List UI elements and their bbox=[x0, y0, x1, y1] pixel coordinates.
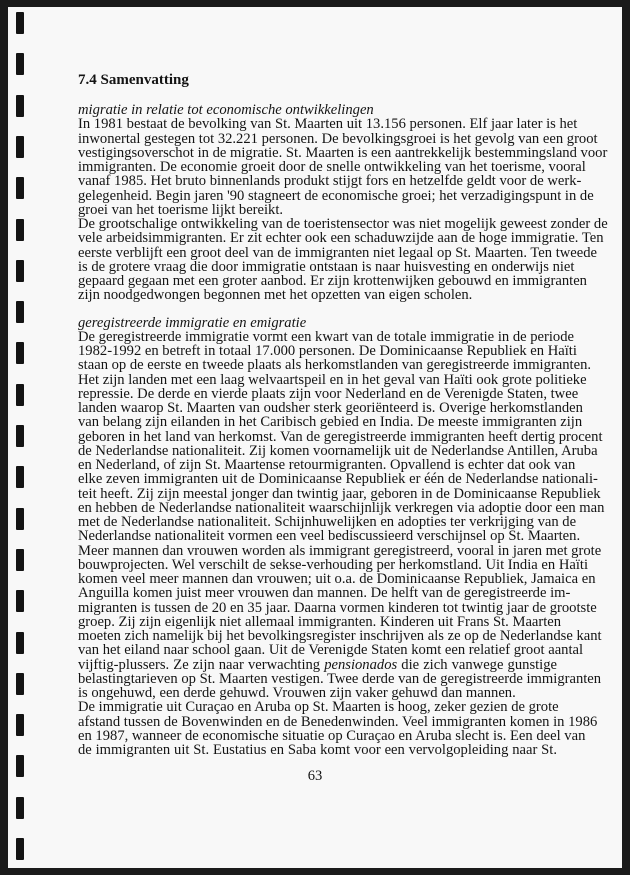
text-line: is de grotere vraag die door immigratie ontstaan is naar huisvesting en onderwijs niet bbox=[78, 258, 575, 275]
binding-hole-mark bbox=[16, 508, 24, 530]
text-line: groep. Zij zijn eigenlijk niet allemaal immigranten. Kinderen uit Frans St. Maarten bbox=[78, 613, 562, 630]
text-line: en hebben de Nederlandse nationaliteit waarschijnlijk verkregen via adoptie door een man bbox=[78, 499, 605, 516]
text-line: bouwprojecten. Wel verschilt de sekse-verhouding per herkomstland. Uit India en Haïti bbox=[78, 556, 589, 573]
text-line: migranten is tussen de 20 en 35 jaar. Daarna vormen kinderen tot twintig jaar de grootste bbox=[78, 599, 597, 616]
text-line: is ongehuwd, een derde gehuwd. Vrouwen zijn vaker gehuwd dan mannen. bbox=[78, 685, 516, 701]
italic-term: pensionados bbox=[324, 656, 398, 673]
text-line: en 1987, wanneer de economische situatie op Curaçao en Aruba slecht is. Een deel van bbox=[78, 727, 586, 744]
text-line: van belang zijn eilanden in het Caribisch gebied en India. De meeste immigranten zijn bbox=[78, 414, 583, 431]
text-line: de Nederlandse nationaliteit. Zij komen voornamelijk uit de Nederlandse Antillen, Aruba bbox=[78, 442, 598, 459]
text-line: met de Nederlandse nationaliteit. Schijnhuwelijken en adopties ter verkrijging van de bbox=[78, 514, 577, 530]
binding-hole-mark bbox=[16, 425, 24, 447]
text-line: vanaf 1985. Het bruto binnenlands produkt stijgt fors en hetzelfde geldt voor de werk- bbox=[78, 173, 582, 190]
subheading-registered-immigration: geregistreerde immigratie en emigratie bbox=[78, 314, 307, 331]
text-line: inwonertal gestegen tot 32.221 personen. De bevolkingsgroei is het gevolg van een groot bbox=[78, 130, 598, 147]
binding-hole-mark bbox=[16, 838, 24, 860]
binding-hole-mark bbox=[16, 12, 24, 34]
text-line: Nederlandse nationaliteit vormen een veel bediscussieerd verschijnsel op St. Maarten. bbox=[78, 528, 581, 545]
binding-hole-mark bbox=[16, 714, 24, 736]
text-line: De grootschalige ontwikkeling van de toeristensector was niet mogelijk geweest zonder de bbox=[78, 216, 608, 232]
binding-hole-mark bbox=[16, 95, 24, 117]
binding-holes bbox=[16, 12, 25, 862]
binding-hole-mark bbox=[16, 342, 24, 364]
binding-hole-mark bbox=[16, 590, 24, 612]
text-line: komen veel meer mannen dan vrouwen; uit o.a. de Dominicaanse Republiek, Jamaica en bbox=[78, 571, 596, 587]
text-line: 1982-1992 en betreft in totaal 17.000 personen. De Dominicaanse Republiek en Haïti bbox=[78, 343, 577, 359]
text-line: eerste verblijft een groot deel van de immigranten niet legaal op St. Maarten. Ten tweede bbox=[78, 244, 598, 261]
binding-hole-mark bbox=[16, 301, 24, 323]
text-line: zijn noodgedwongen begonnen met het opzetten van eigen scholen. bbox=[78, 287, 473, 304]
text-line: Anguilla komen juist meer vrouwen dan mannen. De helft van de geregistreerde im- bbox=[78, 585, 571, 602]
binding-hole-mark bbox=[16, 549, 24, 571]
text-line: De geregistreerde immigratie vormt een kwart van de totale immigratie in de periode bbox=[78, 328, 574, 345]
text-line: groei van het toerisme lijkt bereikt. bbox=[78, 201, 284, 218]
text-line: afstand tussen de Bovenwinden en de Benedenwinden. Veel immigranten komen in 1986 bbox=[78, 713, 598, 730]
section-migration-economy bbox=[78, 102, 608, 304]
text-line: van het eiland naar school gaan. Uit de Verenigde Staten komt een relatief groot aantal bbox=[78, 642, 584, 659]
section-registered-immigration bbox=[78, 314, 605, 758]
text-line: staan op de eerste en tweede plaats als herkomstlanden van geregistreerde immigranten. bbox=[78, 357, 592, 374]
paragraph bbox=[78, 216, 608, 304]
paragraph bbox=[78, 116, 608, 218]
text-line: vestigingsoverschot in de migratie. St. Maarten is een aantrekkelijk bestemmingsland voor bbox=[78, 144, 608, 161]
page-content bbox=[78, 72, 608, 758]
text-line: geboren in het land van herkomst. Van de geregistreerde immigranten heeft dertig procent bbox=[78, 428, 603, 445]
binding-hole-mark bbox=[16, 466, 24, 488]
text-line: de immigranten uit St. Eustatius en Saba komt voor een vervolgopleiding naar St. bbox=[78, 742, 557, 758]
text-line: repressie. De derde en vierde plaats zijn voor Nederland en de Verenigde Staten, twee bbox=[78, 385, 579, 402]
binding-hole-mark bbox=[16, 632, 24, 654]
binding-hole-mark bbox=[16, 384, 24, 406]
section-gap bbox=[78, 303, 557, 316]
paragraph bbox=[78, 542, 602, 701]
binding-hole-mark bbox=[16, 260, 24, 282]
text-line: gelegenheid. Begin jaren '90 stagneert de economische groei; het verzadigingspunt in de bbox=[78, 187, 594, 204]
text-line: en Nederland, of zijn St. Maartense retourmigranten. Opvallend is echter dat ook van bbox=[78, 457, 576, 473]
paragraph bbox=[78, 699, 598, 758]
text-line: vijftig-plussers. Ze zijn naar verwachting pensionados die zich vanwege gunstige bbox=[78, 656, 558, 673]
text-line: vele arbeidsimmigranten. Er zit echter ook een schaduwzijde aan de hoge immigratie. Ten bbox=[78, 230, 604, 247]
text-line: teit heeft. Zij zijn meestal jonger dan twintig jaar, geboren in de Dominicaanse Republiek bbox=[78, 485, 601, 502]
text-line: Het zijn landen met een laag welvaartspeil en in het geval van Haïti ook grote politieke bbox=[78, 371, 587, 388]
binding-hole-mark bbox=[16, 136, 24, 158]
text-line: Meer mannen dan vrouwen worden als immigrant geregistreerd, vooral in jaren met grote bbox=[78, 542, 602, 559]
page-number: 63 bbox=[307, 768, 323, 784]
binding-hole-mark bbox=[16, 673, 24, 695]
binding-hole-mark bbox=[16, 177, 24, 199]
paragraph bbox=[78, 328, 605, 545]
text-line: De immigratie uit Curaçao en Aruba op St. Maarten is hoog, zeker gezien de grote bbox=[78, 699, 559, 716]
binding-hole-mark bbox=[16, 797, 24, 819]
subheading-migration-economy: migratie in relatie tot economische ontwikkelingen bbox=[78, 102, 374, 118]
text-line: moeten zich namelijk bij het bevolkingsregister inschrijven als ze op de Nederlandse kant bbox=[78, 628, 602, 644]
binding-hole-mark bbox=[16, 219, 24, 241]
text-line: landen waarop St. Maarten van oudsher sterk georiënteerd is. Overige herkomstlanden bbox=[78, 400, 583, 416]
section-heading: 7.4 Samenvatting bbox=[78, 72, 189, 88]
text-line: immigranten. De economie groeit door de snelle ontwikkeling van het toerisme, vooral bbox=[78, 159, 586, 175]
text-line: elke zeven immigranten uit de Dominicaanse Republiek er één de Nederlandse nationali- bbox=[78, 471, 598, 488]
text-line: In 1981 bestaat de bevolking van St. Maarten uit 13.156 personen. Elf jaar later is het bbox=[78, 116, 578, 133]
text-line: gepaard gegaan met een groter aanbod. Er zijn krottenwijken gebouwd en immigranten bbox=[78, 273, 587, 289]
binding-hole-mark bbox=[16, 53, 24, 75]
text-line: belastingtarieven op St. Maarten vestigen. Twee derde van de geregistreerde immigranten bbox=[78, 670, 602, 687]
